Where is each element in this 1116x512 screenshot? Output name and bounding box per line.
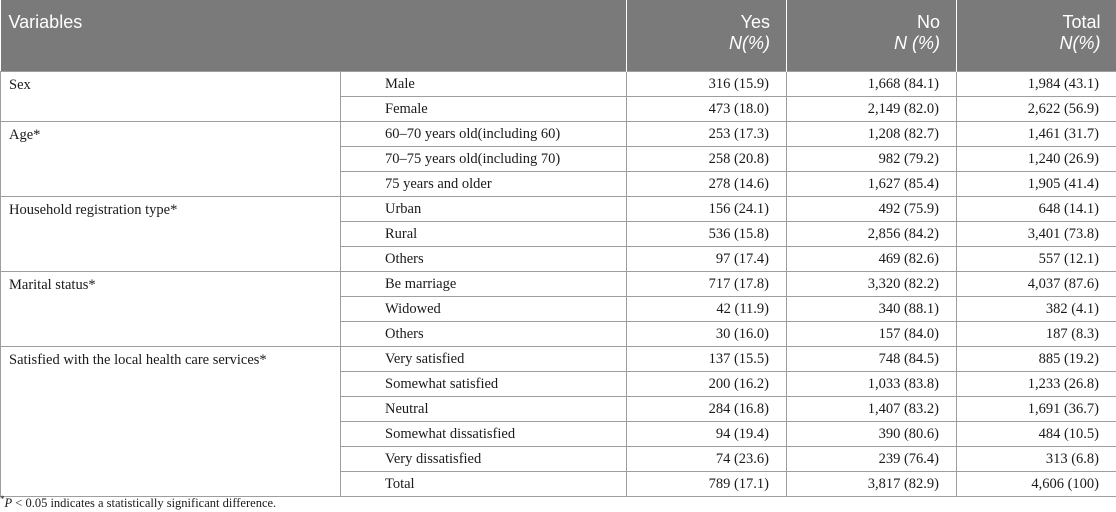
no-cell: 340 (88.1) — [787, 297, 957, 322]
no-cell: 3,817 (82.9) — [787, 472, 957, 497]
total-cell: 3,401 (73.8) — [957, 222, 1116, 247]
total-cell: 1,691 (36.7) — [957, 397, 1116, 422]
no-cell: 1,033 (83.8) — [787, 372, 957, 397]
header-no-label: No — [916, 12, 940, 32]
footnote-p: P — [4, 496, 13, 511]
level-cell: Somewhat dissatisfied — [341, 422, 627, 447]
header-yes-sub: N(%) — [729, 33, 770, 53]
total-cell: 382 (4.1) — [957, 297, 1116, 322]
no-cell: 982 (79.2) — [787, 147, 957, 172]
variable-cell: Sex — [1, 72, 341, 122]
total-cell: 1,240 (26.9) — [957, 147, 1116, 172]
total-cell: 2,622 (56.9) — [957, 97, 1116, 122]
yes-cell: 473 (18.0) — [627, 97, 787, 122]
footnote-mark: * — [0, 494, 5, 504]
no-cell: 1,407 (83.2) — [787, 397, 957, 422]
no-cell: 157 (84.0) — [787, 322, 957, 347]
no-cell: 3,320 (82.2) — [787, 272, 957, 297]
total-cell: 885 (19.2) — [957, 347, 1116, 372]
level-cell: Others — [341, 247, 627, 272]
yes-cell: 156 (24.1) — [627, 197, 787, 222]
table-header — [1, 0, 1116, 72]
header-total-sub: N(%) — [1059, 33, 1101, 53]
level-cell: Very dissatisfied — [341, 447, 627, 472]
total-cell: 484 (10.5) — [957, 422, 1116, 447]
yes-cell: 42 (11.9) — [627, 297, 787, 322]
no-cell: 492 (75.9) — [787, 197, 957, 222]
no-cell: 2,856 (84.2) — [787, 222, 957, 247]
header-total-label: Total — [1062, 12, 1101, 32]
table-row — [1, 272, 1116, 297]
level-cell: 75 years and older — [341, 172, 627, 197]
level-cell: Total — [341, 472, 627, 497]
header-yes — [627, 0, 787, 72]
total-cell: 648 (14.1) — [957, 197, 1116, 222]
total-cell: 557 (12.1) — [957, 247, 1116, 272]
level-cell: 70–75 years old(including 70) — [341, 147, 627, 172]
level-cell: Be marriage — [341, 272, 627, 297]
table-row — [1, 72, 1116, 97]
yes-cell: 137 (15.5) — [627, 347, 787, 372]
level-cell: Urban — [341, 197, 627, 222]
yes-cell: 258 (20.8) — [627, 147, 787, 172]
variable-cell: Marital status* — [1, 272, 341, 347]
no-cell: 1,668 (84.1) — [787, 72, 957, 97]
yes-cell: 278 (14.6) — [627, 172, 787, 197]
footnote-text: < 0.05 indicates a statistically significant difference. — [12, 496, 277, 511]
total-cell: 187 (8.3) — [957, 322, 1116, 347]
yes-cell: 200 (16.2) — [627, 372, 787, 397]
total-cell: 1,461 (31.7) — [957, 122, 1116, 147]
total-cell: 4,037 (87.6) — [957, 272, 1116, 297]
level-cell: Rural — [341, 222, 627, 247]
yes-cell: 284 (16.8) — [627, 397, 787, 422]
yes-cell: 30 (16.0) — [627, 322, 787, 347]
table-row — [1, 347, 1116, 372]
total-cell: 4,606 (100) — [957, 472, 1116, 497]
yes-cell: 316 (15.9) — [627, 72, 787, 97]
level-cell: Neutral — [341, 397, 627, 422]
variable-cell: Household registration type* — [1, 197, 341, 272]
level-cell: Male — [341, 72, 627, 97]
yes-cell: 253 (17.3) — [627, 122, 787, 147]
level-cell: Somewhat satisfied — [341, 372, 627, 397]
total-cell: 1,905 (41.4) — [957, 172, 1116, 197]
no-cell: 469 (82.6) — [787, 247, 957, 272]
yes-cell: 536 (15.8) — [627, 222, 787, 247]
level-cell: 60–70 years old(including 60) — [341, 122, 627, 147]
table-body — [1, 72, 1116, 497]
total-cell: 313 (6.8) — [957, 447, 1116, 472]
header-no — [787, 0, 957, 72]
variable-cell: Satisfied with the local health care services* — [1, 347, 341, 497]
header-total — [957, 0, 1116, 72]
no-cell: 2,149 (82.0) — [787, 97, 957, 122]
no-cell: 748 (84.5) — [787, 347, 957, 372]
level-cell: Widowed — [341, 297, 627, 322]
footnote — [0, 494, 276, 511]
level-cell: Female — [341, 97, 627, 122]
no-cell: 1,208 (82.7) — [787, 122, 957, 147]
table-row — [1, 122, 1116, 147]
level-cell: Others — [341, 322, 627, 347]
no-cell: 390 (80.6) — [787, 422, 957, 447]
table-row — [1, 197, 1116, 222]
header-yes-label: Yes — [740, 12, 770, 32]
variable-cell: Age* — [1, 122, 341, 197]
header-variables-label: Variables — [8, 12, 83, 32]
yes-cell: 94 (19.4) — [627, 422, 787, 447]
yes-cell: 789 (17.1) — [627, 472, 787, 497]
yes-cell: 97 (17.4) — [627, 247, 787, 272]
total-cell: 1,233 (26.8) — [957, 372, 1116, 397]
level-cell: Very satisfied — [341, 347, 627, 372]
total-cell: 1,984 (43.1) — [957, 72, 1116, 97]
no-cell: 239 (76.4) — [787, 447, 957, 472]
yes-cell: 717 (17.8) — [627, 272, 787, 297]
yes-cell: 74 (23.6) — [627, 447, 787, 472]
header-variables — [1, 0, 627, 72]
header-row — [1, 0, 1116, 72]
no-cell: 1,627 (85.4) — [787, 172, 957, 197]
header-no-sub: N (%) — [894, 33, 940, 53]
